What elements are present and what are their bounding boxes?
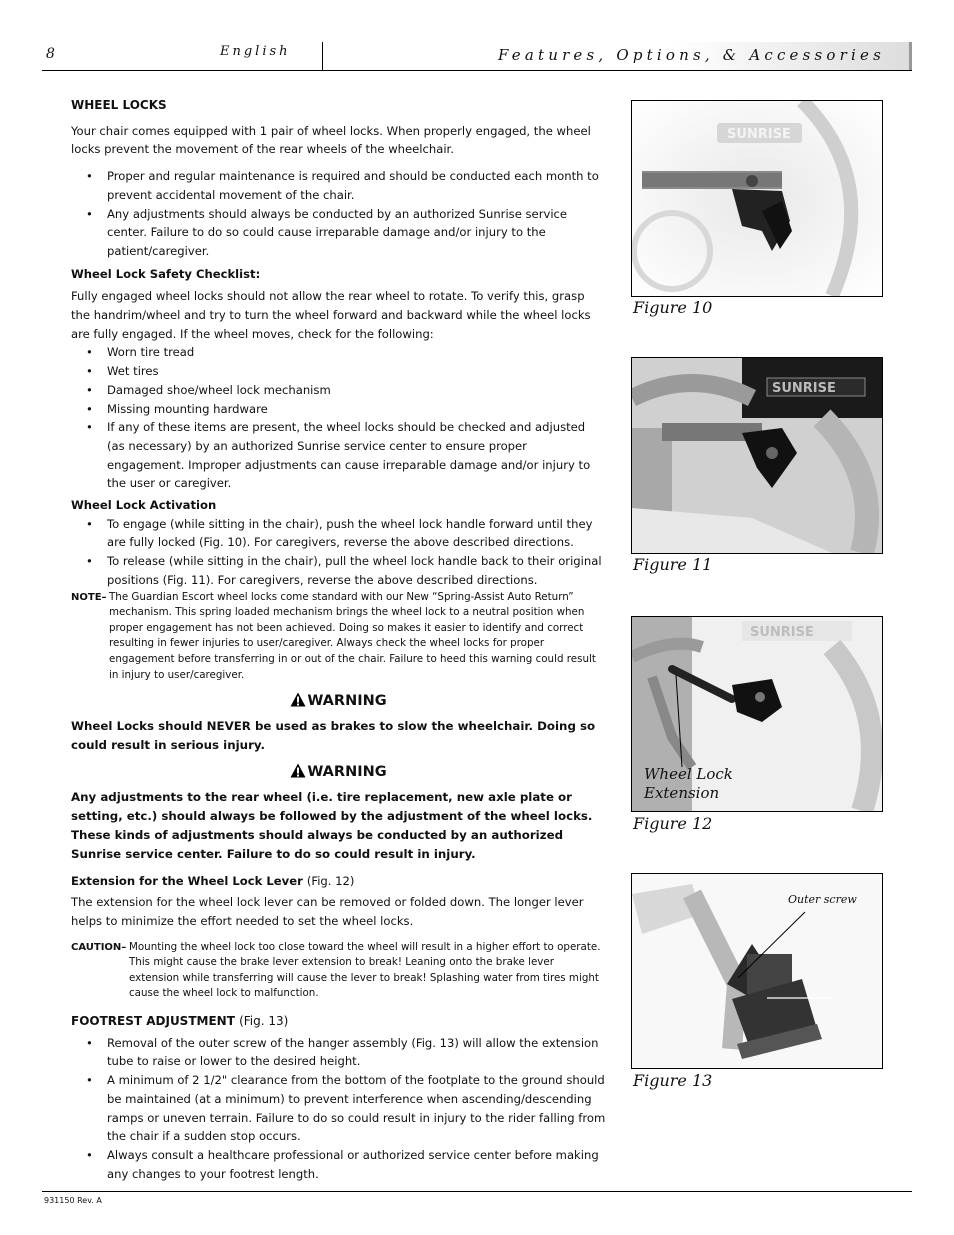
label-line-2: Extension [644, 784, 720, 802]
page-number: 8 [46, 46, 55, 62]
list-item: • Missing mounting hardware [71, 400, 606, 419]
wheel-lock-released-illustration [632, 358, 882, 553]
page-header [42, 42, 912, 70]
checklist-intro: Fully engaged wheel locks should not allow the rear wheel to rotate. To verify this, grasp the handrim/wheel and try to turn the wheel forward and backward while the wheel locks are fully engaged. If the wheel moves, check for the following: [71, 289, 591, 341]
list-item: • Always consult a healthcare professional or authorized service center before making any changes to your footrest length. [71, 1146, 606, 1183]
brand-text: SUNRISE [727, 127, 791, 142]
list-item: • Wet tires [71, 362, 606, 381]
figure-13-caption: Figure 13 [633, 1071, 713, 1090]
warning-label: WARNING [307, 693, 387, 710]
list-item: • Removal of the outer screw of the hanger assembly (Fig. 13) will allow the extension tube to raise or lower to the desired height. [71, 1034, 606, 1071]
figure-10-image [631, 100, 883, 297]
label-line-1: Wheel Lock [644, 765, 733, 783]
wheel-locks-intro: Your chair comes equipped with 1 pair of wheel locks. When properly engaged, the wheel locks prevent the movement of the rear wheels of the wheelchair. [71, 123, 591, 157]
footrest-heading [71, 1012, 606, 1031]
footrest-bullets [71, 1034, 606, 1184]
figure-12-caption: Figure 12 [633, 814, 713, 833]
main-text-column [71, 96, 606, 1183]
checklist-items [71, 343, 606, 493]
caution-label: CAUTION– [71, 941, 127, 953]
figure-11-image [631, 357, 883, 554]
extension-text: The extension for the wheel lock lever can be removed or folded down. The longer lever helps to minimize the effort needed to set the wheel locks. [71, 895, 584, 928]
checklist-heading: Wheel Lock Safety Checklist: [71, 266, 261, 281]
header-rule [42, 70, 912, 71]
warning-heading-1 [71, 692, 606, 711]
note-label: NOTE– [71, 591, 107, 603]
warning-heading-2 [71, 763, 606, 782]
caution-text: Mounting the wheel lock too close toward the wheel will result in a higher effort to operate. This might cause the brake lever extension to break! Leaning onto the brake lever extension while transferring will cause the lever to break! Splashing water from tires might cause the wheel lock to malfunction. [129, 940, 601, 1000]
list-item: • To engage (while sitting in the chair), push the wheel lock handle forward until they are fully locked (Fig. 10). For caregivers, reverse the above described directions. [71, 515, 606, 552]
footrest-fig-ref: (Fig. 13) [239, 1014, 289, 1029]
list-item: • Any adjustments should always be conducted by an authorized Sunrise service center. Failure to do so could cause irreparable damage and/or injury to the patient/caregiver. [71, 205, 606, 261]
figure-10-caption: Figure 10 [633, 298, 713, 317]
activation-heading: Wheel Lock Activation [71, 498, 217, 513]
list-item: • Worn tire tread [71, 343, 606, 362]
wheel-lock-engaged-illustration [632, 101, 882, 296]
warning-text-1: Wheel Locks should NEVER be used as brakes to slow the wheelchair. Doing so could result in serious injury. [71, 718, 596, 752]
extension-fig-ref: (Fig. 12) [306, 873, 355, 888]
note-text: The Guardian Escort wheel locks come standard with our New “Spring-Assist Auto Return” mechanism. This spring loaded mechanism brings the wheel lock to a neutral position when proper engagement has not been achieved. Doing so makes it easier to identify and correct resulting in fewer injuries to user/caregiver. Always check the wheel locks for proper engagement before transferring in or out of the chair. Failure to heed this warning could result in injury to user/caregiver. [109, 590, 596, 681]
wheel-lock-extension-label [644, 765, 733, 803]
wheel-locks-heading: WHEEL LOCKS [71, 98, 167, 112]
language-label: English [220, 44, 291, 59]
figure-13-image [631, 873, 883, 1069]
warning-label: WARNING [307, 763, 387, 780]
extension-heading-text: Extension for the Wheel Lock Lever [71, 873, 303, 888]
list-item: • A minimum of 2 1/2" clearance from the bottom of the footplate to the ground should be maintained (at a minimum) to prevent interference when ascending/descending ramps or uneven terrain. Failure to do so could result in injury to the rider falling from the chair if a sudden stop occurs. [71, 1071, 606, 1146]
brand-text: SUNRISE [750, 625, 814, 640]
extension-caution [71, 940, 606, 1002]
footrest-heading-text: FOOTREST ADJUSTMENT [71, 1014, 235, 1029]
header-title-box [322, 42, 912, 70]
figure-11-caption: Figure 11 [633, 555, 713, 574]
doc-number: 931150 Rev. A [44, 1196, 102, 1205]
extension-heading [71, 872, 606, 891]
brand-text: SUNRISE [772, 381, 836, 396]
warning-icon [290, 692, 306, 707]
activation-items [71, 515, 606, 590]
footer-rule [42, 1191, 912, 1192]
list-item: • If any of these items are present, the wheel locks should be checked and adjusted (as necessary) by an authorized Sunrise service center to ensure proper engagement. Improper adjustments can cause irreparable damage and/or injury to the user or caregiver. [71, 418, 606, 493]
spring-assist-note [71, 590, 606, 684]
list-item: • Damaged shoe/wheel lock mechanism [71, 381, 606, 400]
section-title: Features, Options, & Accessories [497, 46, 885, 64]
list-item: • Proper and regular maintenance is required and should be conducted each month to prevent accidental movement of the chair. [71, 167, 606, 204]
outer-screw-label: Outer screw [788, 893, 857, 906]
warning-icon [290, 763, 306, 778]
warning-text-2: Any adjustments to the rear wheel (i.e. tire replacement, new axle plate or setting, etc.) should always be followed by the adjustment of the wheel locks. These kinds of adjustments should always be conducted by an authorized Sunrise service center. Failure to do so could result in injury. [71, 789, 593, 861]
list-item: • To release (while sitting in the chair), pull the wheel lock handle back to their original positions (Fig. 11). For caregivers, reverse the above described directions. [71, 552, 606, 589]
wheel-locks-bullets [71, 167, 606, 261]
figure-12-image [631, 616, 883, 812]
